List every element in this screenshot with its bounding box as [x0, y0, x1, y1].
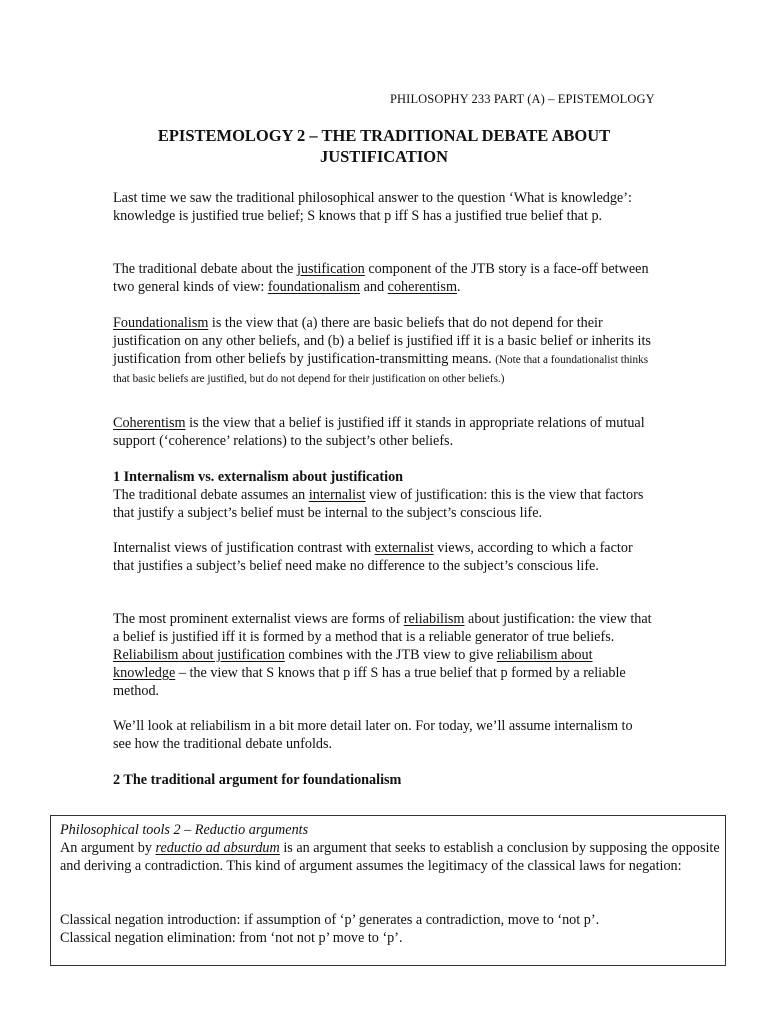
assumption-paragraph [113, 717, 653, 753]
term-externalist: externalist [374, 540, 434, 556]
term-internalist: internalist [308, 487, 366, 503]
internalism-text-2: view of justification: this is the view that factors that justify a subject’s belief must be internal to the subject’s conscious life. [113, 487, 644, 521]
negation-introduction: Classical negation introduction: if assumption of ‘p’ generates a contradiction, move to ‘not p’. [60, 912, 600, 928]
term-reliabilism: reliabilism [403, 611, 465, 627]
term-foundationalism: foundationalism [267, 279, 361, 295]
term-coherentism: coherentism [387, 279, 457, 295]
internalism-paragraph [113, 486, 653, 522]
term-coherentism-def: Coherentism [113, 415, 186, 431]
reductio-paragraph [60, 839, 720, 875]
reliabilism-paragraph [113, 610, 653, 700]
externalism-text-2: views, according to which a factor that justifies a subject’s belief need make no difference to the subject’s conscious life. [113, 540, 633, 574]
document-title: EPISTEMOLOGY 2 – THE TRADITIONAL DEBATE ABOUT JUSTIFICATION [157, 126, 611, 166]
reliabilism-text-3: combines with the JTB view to give [284, 647, 497, 663]
intro-paragraph [113, 189, 653, 225]
assumption-text: We’ll look at reliabilism in a bit more detail later on. For today, we’ll assume internalism to see how the traditional debate unfolds. [113, 718, 633, 752]
reductio-text-1: An argument by [60, 840, 156, 856]
foundationalism-note: (Note that a foundationalist thinks that basic beliefs are justified, but do not depend for their justification on other beliefs.) [113, 354, 649, 385]
term-reliabilism-knowledge: reliabilism about knowledge [113, 647, 593, 681]
reliabilism-text-1: The most prominent externalist views are forms of [113, 611, 404, 627]
term-reductio: reductio ad absurdum [155, 840, 280, 856]
term-reliabilism-justification: Reliabilism about justification [113, 647, 285, 663]
reliabilism-text-4: – the view that S knows that p iff S has a true belief that p formed by a reliable method. [113, 665, 626, 699]
externalism-paragraph [113, 539, 653, 575]
debate-text-4: . [457, 279, 461, 295]
debate-paragraph [113, 260, 653, 296]
coherentism-paragraph [113, 414, 653, 450]
coherentism-text: is the view that a belief is justified iff it stands in appropriate relations of mutual support (‘coherence’ relations) to the subject’s other beliefs. [113, 415, 645, 449]
foundationalism-text: is the view that (a) there are basic beliefs that do not depend for their justification on any other beliefs, and (b) a belief is justified iff it is a basic belief or inherits its justification from other beliefs by justification-transmitting means. [113, 315, 651, 367]
internalism-text-1: The traditional debate assumes an [113, 487, 309, 503]
negation-elimination: Classical negation elimination: from ‘not not p’ move to ‘p’. [60, 930, 403, 946]
debate-text-3: and [360, 279, 388, 295]
section-heading-2: 2 The traditional argument for foundationalism [113, 772, 402, 788]
debate-text-2: component of the JTB story is a face-off between two general kinds of view: [113, 261, 649, 295]
section-heading-1: 1 Internalism vs. externalism about justification [113, 469, 404, 485]
term-justification: justification [296, 261, 365, 277]
debate-text-1: The traditional debate about the [113, 261, 297, 277]
reductio-text-2: is an argument that seeks to establish a conclusion by supposing the opposite and deriving a contradiction. This kind of argument assumes the legitimacy of the classical laws for negation: [60, 840, 720, 874]
box-title: Philosophical tools 2 – Reductio arguments [60, 822, 309, 838]
term-foundationalism-def: Foundationalism [113, 315, 209, 331]
course-header: PHILOSOPHY 233 PART (A) – EPISTEMOLOGY [390, 92, 655, 106]
philosophical-tools-box [50, 815, 726, 966]
foundationalism-paragraph [113, 314, 653, 388]
intro-text: Last time we saw the traditional philosophical answer to the question ‘What is knowledge’: knowledge is justified true belief; S knows that p iff S has a justified true belief that p. [113, 190, 632, 224]
reliabilism-text-2: about justification: the view that a belief is justified iff it is formed by a method that is a reliable generator of true beliefs. [113, 611, 652, 645]
externalism-text-1: Internalist views of justification contrast with [113, 540, 375, 556]
